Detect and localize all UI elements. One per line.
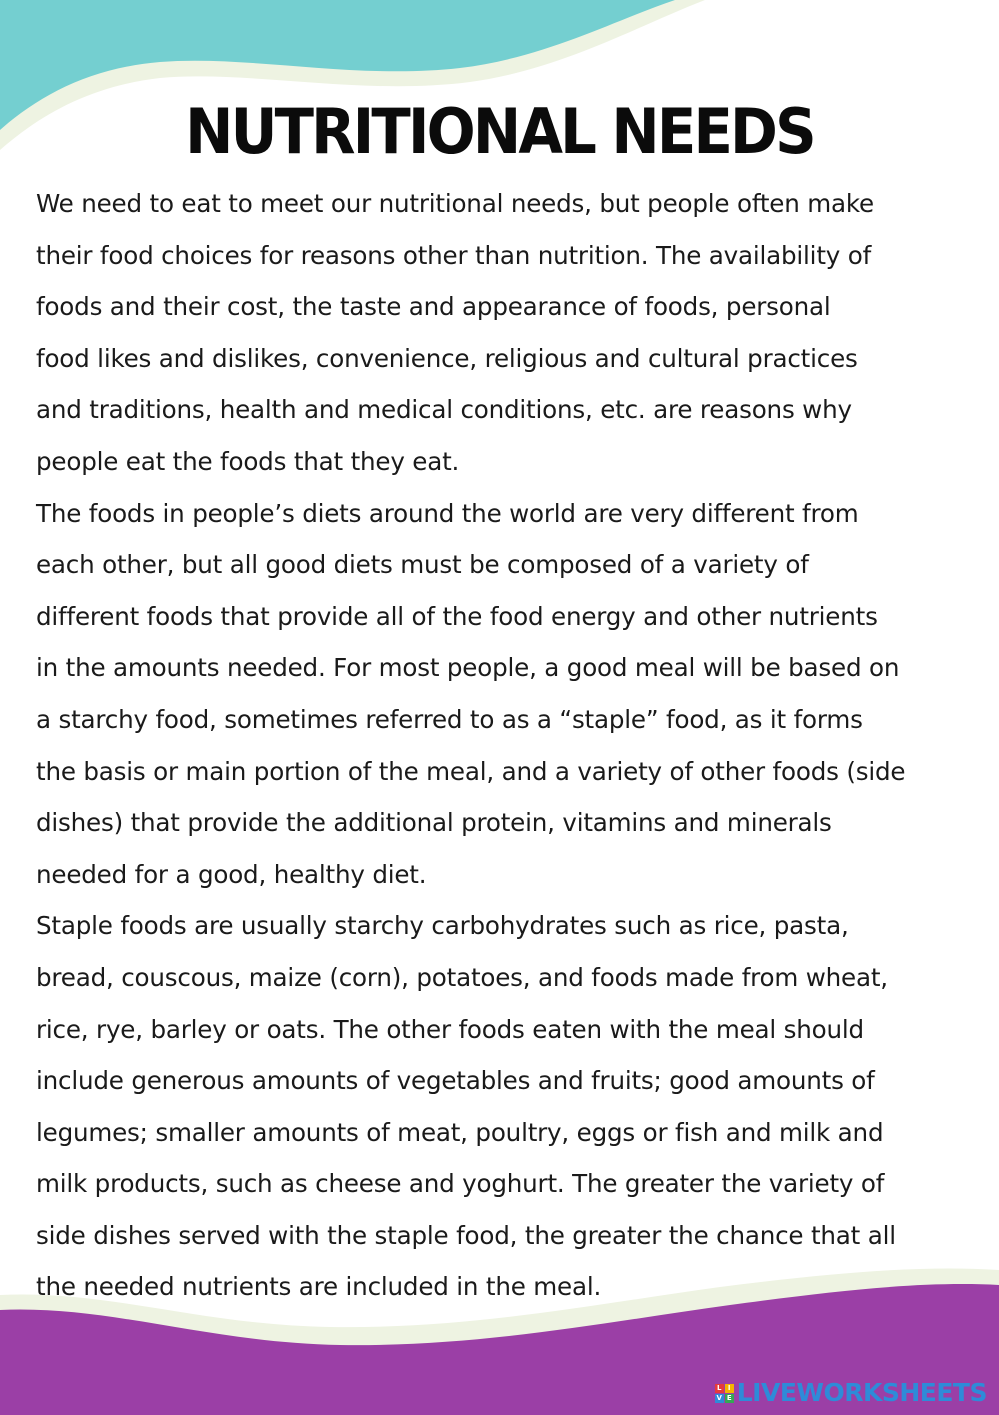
text-line: Staple foods are usually starchy carbohydrates such as rice, pasta, bbox=[36, 911, 849, 941]
text-line: different foods that provide all of the food energy and other nutrients bbox=[36, 601, 878, 631]
text-line: needed for a good, healthy diet. bbox=[36, 859, 427, 889]
logo-letter-i: I bbox=[725, 1384, 734, 1393]
text-line: food likes and dislikes, convenience, religious and cultural practices bbox=[36, 343, 858, 373]
text-line: milk products, such as cheese and yoghurt. The greater the variety of bbox=[36, 1169, 885, 1199]
text-line: people eat the foods that they eat. bbox=[36, 446, 460, 476]
article-body bbox=[36, 178, 976, 1313]
liveworksheets-logo-icon bbox=[715, 1384, 734, 1403]
text-line: and traditions, health and medical conditions, etc. are reasons why bbox=[36, 395, 852, 425]
text-line: We need to eat to meet our nutritional needs, but people often make bbox=[36, 189, 874, 218]
logo-letter-l: L bbox=[715, 1384, 724, 1393]
text-line: The foods in people’s diets around the world are very different from bbox=[36, 498, 859, 528]
text-line: side dishes served with the staple food, the greater the chance that all bbox=[36, 1220, 896, 1250]
liveworksheets-logo[interactable] bbox=[715, 1379, 987, 1407]
logo-letter-v: V bbox=[716, 1393, 722, 1402]
text-line: in the amounts needed. For most people, a good meal will be based on bbox=[36, 653, 900, 683]
text-line: bread, couscous, maize (corn), potatoes, and foods made from wheat, bbox=[36, 962, 888, 992]
paragraph-3 bbox=[36, 900, 976, 1313]
text-line: rice, rye, barley or oats. The other foods eaten with the meal should bbox=[36, 1014, 864, 1044]
text-line: dishes) that provide the additional protein, vitamins and minerals bbox=[36, 808, 832, 838]
logo-letter-e: E bbox=[725, 1394, 734, 1403]
text-line: each other, but all good diets must be composed of a variety of bbox=[36, 550, 809, 580]
text-line: legumes; smaller amounts of meat, poultry, eggs or fish and milk and bbox=[36, 1117, 884, 1147]
paragraph-2 bbox=[36, 488, 976, 901]
text-line: the basis or main portion of the meal, and a variety of other foods (side bbox=[36, 756, 906, 786]
text-line: include generous amounts of vegetables and fruits; good amounts of bbox=[36, 1066, 875, 1096]
text-line: the needed nutrients are included in the meal. bbox=[36, 1272, 602, 1302]
paragraph-1 bbox=[36, 178, 976, 488]
text-line: a starchy food, sometimes referred to as a “staple” food, as it forms bbox=[36, 704, 863, 734]
text-line: their food choices for reasons other than nutrition. The availability of bbox=[36, 240, 872, 270]
page-title: NUTRITIONAL NEEDS bbox=[185, 95, 814, 168]
text-line: foods and their cost, the taste and appearance of foods, personal bbox=[36, 292, 831, 322]
liveworksheets-brand-text: LIVEWORKSHEETS bbox=[736, 1378, 987, 1407]
